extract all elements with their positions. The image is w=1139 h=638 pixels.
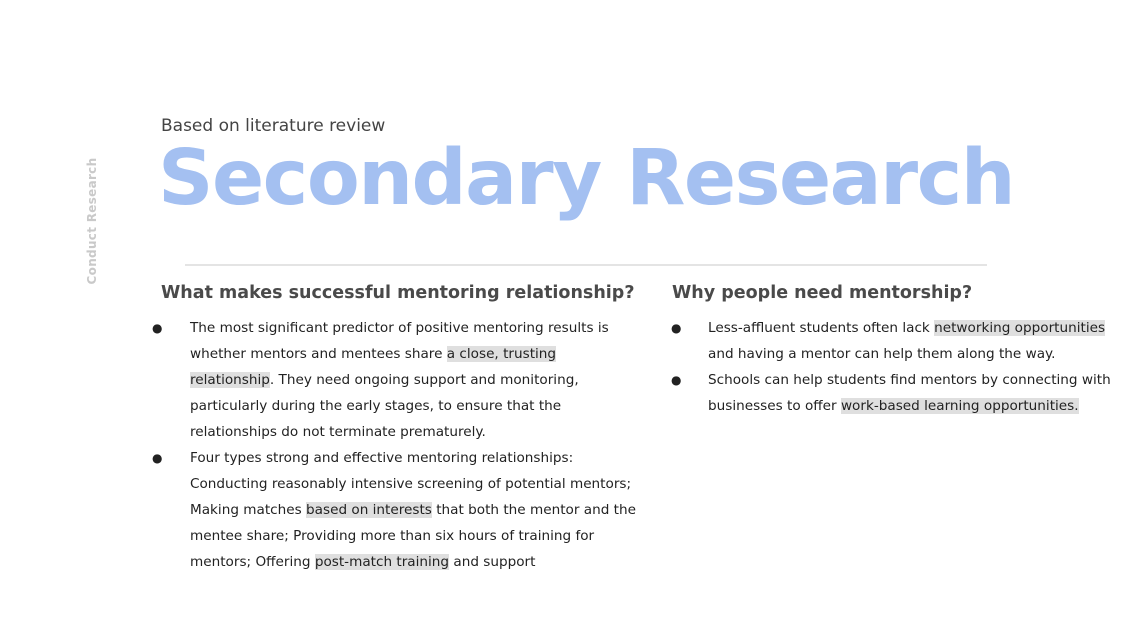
right-bullet-2 bbox=[671, 367, 1111, 419]
page-title: Secondary Research bbox=[158, 134, 1015, 223]
left-bullet-2-text-1: Four types strong and effective mentoring relationships: Conducting reasonably intensive screening of potential mentors; Making matches bbox=[190, 450, 632, 518]
left-bullet-2-highlight-2: post-match training bbox=[314, 554, 450, 570]
right-bullet-1 bbox=[671, 315, 1111, 367]
section-side-label: Conduct Research bbox=[85, 157, 99, 285]
left-bullet-2-text-3: and support bbox=[449, 554, 536, 570]
left-bullet-1-text-2: . They need ongoing support and monitoring, particularly during the early stages, to ensure that the relationships do not terminate prematurely. bbox=[190, 372, 579, 440]
left-bullet-1 bbox=[152, 315, 642, 445]
right-column bbox=[671, 283, 1111, 419]
left-bullet-2-text-2: that both the mentor and the mentee share; Providing more than six hours of training for mentors; Offering bbox=[190, 502, 636, 570]
title-divider bbox=[185, 264, 987, 266]
right-bullet-1-highlight-1: networking opportunities bbox=[934, 320, 1106, 336]
bullet-icon: ● bbox=[671, 373, 682, 387]
left-bullet-list bbox=[152, 315, 642, 575]
left-bullet-2-highlight-1: based on interests bbox=[306, 502, 432, 518]
right-bullet-list bbox=[671, 315, 1111, 419]
left-bullet-1-text-1: The most significant predictor of positive mentoring results is whether mentors and mentees share bbox=[190, 320, 609, 362]
right-bullet-2-text-1: Schools can help students find mentors by connecting with businesses to offer bbox=[708, 372, 1111, 414]
bullet-icon: ● bbox=[152, 321, 163, 335]
bullet-icon: ● bbox=[152, 451, 163, 465]
page-subtitle: Based on literature review bbox=[161, 116, 386, 136]
right-bullet-1-text-1: Less-affluent students often lack bbox=[708, 320, 935, 336]
right-bullet-1-text-2: and having a mentor can help them along the way. bbox=[708, 346, 1056, 362]
left-bullet-2 bbox=[152, 445, 642, 575]
left-column bbox=[152, 283, 642, 575]
left-column-heading: What makes successful mentoring relationship? bbox=[161, 283, 635, 303]
right-bullet-2-highlight-1: work-based learning opportunities. bbox=[840, 398, 1079, 414]
right-column-heading: Why people need mentorship? bbox=[672, 283, 973, 303]
bullet-icon: ● bbox=[671, 321, 682, 335]
left-bullet-1-highlight-1: a close, trusting relationship bbox=[190, 346, 557, 388]
